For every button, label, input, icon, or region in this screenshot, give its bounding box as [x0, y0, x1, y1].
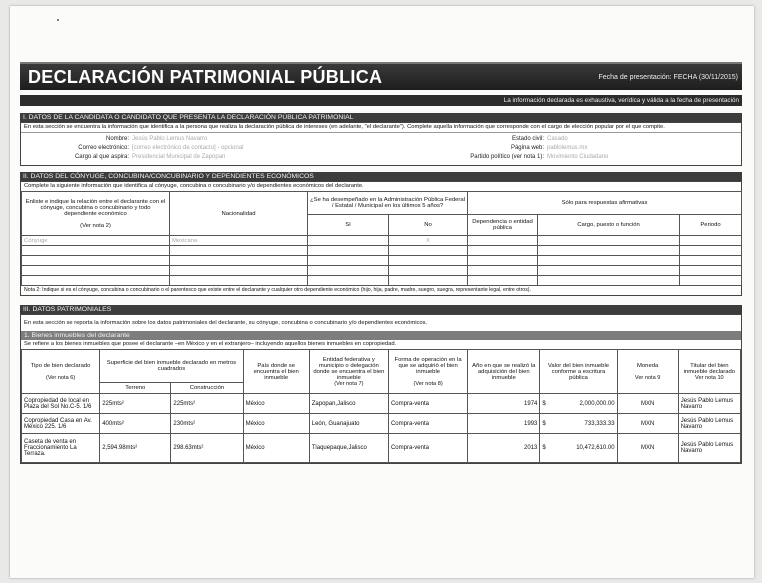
title-banner — [20, 62, 742, 90]
yes-cell — [308, 236, 389, 246]
type-cell: Caseta de venta en Fraccionamiento La Terraza. — [22, 434, 100, 463]
dependents-table — [21, 191, 742, 286]
value-cell — [540, 434, 617, 463]
type-cell: Copropiedad de local en Plaza del Sol No.C-5. 1/6 — [22, 394, 100, 414]
type-header — [22, 350, 100, 394]
empty-cell — [468, 236, 538, 246]
construction-cell: 298.63mts² — [171, 434, 243, 463]
admin-header: ¿Se ha desempeñado en la Administración Pública Federal / Estatal / Municipal en los últimos 5 años? — [308, 192, 468, 215]
subsection-intro: Se refiere a los bienes inmuebles que posee el declarante –en México y en el extranjero– incluyendo aquellos bienes inmuebles en copropiedad. — [24, 341, 397, 347]
field-value: Movimiento Ciudadano — [547, 154, 609, 160]
currency-symbol: $ — [542, 445, 546, 451]
type-cell: Copropiedad Casa en Av. México 225. 1/6 — [22, 414, 100, 434]
yes-header: Sí — [308, 215, 389, 236]
currency-note: Ver nota 9 — [634, 374, 661, 381]
nationality-cell: Mexicana — [170, 236, 308, 246]
country-header: País donde se encuentra el bien inmueble — [243, 350, 309, 394]
owner-cell: Jesús Pablo Lemus Navarro — [678, 394, 740, 414]
owner-header — [678, 350, 740, 394]
field-value: [correo electrónico de contacto] - opcional — [132, 145, 244, 151]
field-row — [24, 135, 381, 144]
field-label: Página web: — [510, 145, 544, 151]
table-row — [22, 256, 742, 266]
relation-note: (Ver nota 2) — [80, 222, 111, 229]
owner-cell: Jesús Pablo Lemus Navarro — [678, 434, 740, 463]
section2-box — [20, 181, 742, 296]
currency-header — [617, 350, 678, 394]
entity-header-text: Entidad federativa y municipio o delegación donde se encuentra el bien inmueble — [313, 356, 385, 381]
value-amount: 2,000,000.00 — [579, 400, 615, 407]
subsection-title: 1. Bienes inmuebles del declarante — [21, 331, 741, 340]
field-label: Nombre: — [105, 136, 129, 142]
table-row — [22, 276, 742, 286]
field-label: Estado civil: — [511, 136, 544, 142]
entity-cell: Tlaquepaque,Jalisco — [309, 434, 388, 463]
validity-banner: La información declarada es exhaustiva, verídica y válida a la fecha de presentación — [20, 95, 742, 106]
field-row — [381, 153, 738, 162]
year-cell: 1993 — [468, 414, 540, 434]
field-label: Cargo al que aspira: — [74, 154, 129, 160]
empty-cell — [538, 236, 680, 246]
section1-intro: En esta sección se encuentra la información que identifica a la persona que realiza la declaración pública de intereses (en adelante, "el declarante"). Complete aquella información que corresponde con el cargo de elección popular por el que compite. — [24, 124, 665, 130]
field-value: Presidencial Municipal de Zapopan — [132, 154, 226, 160]
land-cell: 225mts² — [100, 394, 171, 414]
real-estate-table — [21, 349, 741, 463]
table-row — [22, 394, 741, 414]
value-amount: 733,333.33 — [584, 420, 615, 427]
period-header: Periodo — [680, 215, 742, 236]
dependency-header: Dependencia o entidad pública — [468, 215, 538, 236]
relation-header — [22, 192, 170, 236]
section3-box — [20, 314, 742, 464]
table-row — [22, 434, 741, 463]
entity-cell: León, Guanajuato — [309, 414, 388, 434]
presentation-date: Fecha de presentación: FECHA (30/11/2015) — [598, 73, 738, 81]
value-cell — [540, 414, 617, 434]
table-row — [22, 236, 742, 246]
operation-cell: Compra-venta — [388, 434, 467, 463]
position-header: Cargo, puesto o función — [538, 215, 680, 236]
nationality-header: Nacionalidad — [170, 192, 308, 236]
construction-cell: 230mts² — [171, 414, 243, 434]
document-title: DECLARACIÓN PATRIMONIAL PÚBLICA — [28, 66, 383, 87]
land-cell: 400mts² — [100, 414, 171, 434]
no-header: No — [389, 215, 468, 236]
field-row — [381, 135, 738, 144]
country-cell: México — [243, 394, 309, 414]
type-header-text: Tipo de bien declarado — [30, 362, 91, 369]
operation-cell: Compra-venta — [388, 394, 467, 414]
field-label: Partido político (ver nota 1): — [470, 154, 544, 160]
section1-title: I. DATOS DE LA CANDIDATA O CANDIDATO QUE PRESENTA LA DECLARACIÓN PÚBLICA PATRIMONIAL — [20, 113, 742, 122]
country-cell: México — [243, 434, 309, 463]
section2-title: II. DATOS DEL CÓNYUGE, CONCUBINA/CONCUBINARIO Y DEPENDIENTES ECONÓMICOS — [20, 172, 742, 181]
year-header: Año en que se realizó la adquisición del bien inmueble — [468, 350, 540, 394]
value-header: Valor del bien inmueble conforme a escritura pública — [540, 350, 617, 394]
field-value: Casado — [547, 136, 568, 142]
currency-symbol: $ — [542, 400, 546, 407]
note-2: Nota 2: Indique si es el cónyuge, concubina o concubinario o el parentesco que existe entre el declarante y cualquier otro dependiente económico (hijo, hija, padre, madre, suegro, suegra, representante legal, entre otros). — [24, 287, 531, 293]
value-amount: 10,472,610.00 — [576, 445, 615, 451]
field-row — [24, 153, 381, 162]
owner-header-text: Titular del bien inmueble declarado — [683, 362, 736, 375]
section3-intro: En esta sección se reporta la información sobre los datos patrimoniales del declarante, su cónyuge, concubina o concubinario y/o dependientes económicos. — [24, 320, 428, 326]
currency-cell: MXN — [617, 394, 678, 414]
section1-left-column — [24, 135, 381, 162]
owner-note: Ver nota 10 — [695, 374, 724, 381]
empty-cell — [680, 236, 742, 246]
field-label: Correo electrónico: — [78, 145, 129, 151]
affirmative-header: Sólo para respuestas afirmativas — [468, 192, 742, 215]
section1-box — [20, 122, 742, 166]
land-cell: 2,594.98mts² — [100, 434, 171, 463]
section3-title: III. DATOS PATRIMONIALES — [20, 305, 742, 314]
entity-cell: Zapopan,Jalisco — [309, 394, 388, 414]
field-value: Jesús Pablo Lemus Navarro — [132, 136, 208, 142]
owner-cell: Jesús Pablo Lemus Navarro — [678, 414, 740, 434]
operation-cell: Compra-venta — [388, 414, 467, 434]
construction-cell: 225mts² — [171, 394, 243, 414]
document-page — [10, 6, 754, 578]
currency-cell: MXN — [617, 434, 678, 463]
table-row — [22, 414, 741, 434]
operation-header-text: Forma de operación en la que se adquirió el bien inmueble — [394, 356, 462, 375]
currency-header-text: Moneda — [637, 362, 659, 369]
section2-intro: Complete la siguiente información que identifica al cónyuge, concubina o concubinario y/o dependientes económicos del declarante. — [24, 183, 364, 189]
value-cell — [540, 394, 617, 414]
entity-note: (Ver nota 7) — [334, 380, 364, 387]
currency-symbol: $ — [542, 420, 546, 427]
no-cell: X — [389, 236, 468, 246]
table-row — [22, 266, 742, 276]
surface-header: Superficie del bien inmueble declarado en metros cuadrados — [100, 350, 243, 383]
operation-header — [388, 350, 467, 394]
operation-note: (Ver nota 8) — [413, 380, 443, 387]
relation-header-text: Enliste e indique la relación entre el declarante con el cónyuge, concubina o concubinario y todo dependiente económico — [25, 198, 166, 217]
section1-right-column — [381, 135, 738, 162]
year-cell: 1974 — [468, 394, 540, 414]
land-header: Terreno — [100, 383, 171, 394]
currency-cell: MXN — [617, 414, 678, 434]
year-cell: 2013 — [468, 434, 540, 463]
table-row — [22, 246, 742, 256]
scan-speck — [57, 19, 59, 21]
declaration-form — [20, 62, 742, 464]
type-note: (Ver nota 6) — [45, 374, 76, 381]
field-row — [24, 144, 381, 153]
entity-header — [309, 350, 388, 394]
field-value: pablolemus.mx — [547, 145, 588, 151]
field-row — [381, 144, 738, 153]
country-cell: México — [243, 414, 309, 434]
relation-cell: Cónyuge — [22, 236, 170, 246]
construction-header: Construcción — [171, 383, 243, 394]
section1-fields — [21, 132, 741, 165]
